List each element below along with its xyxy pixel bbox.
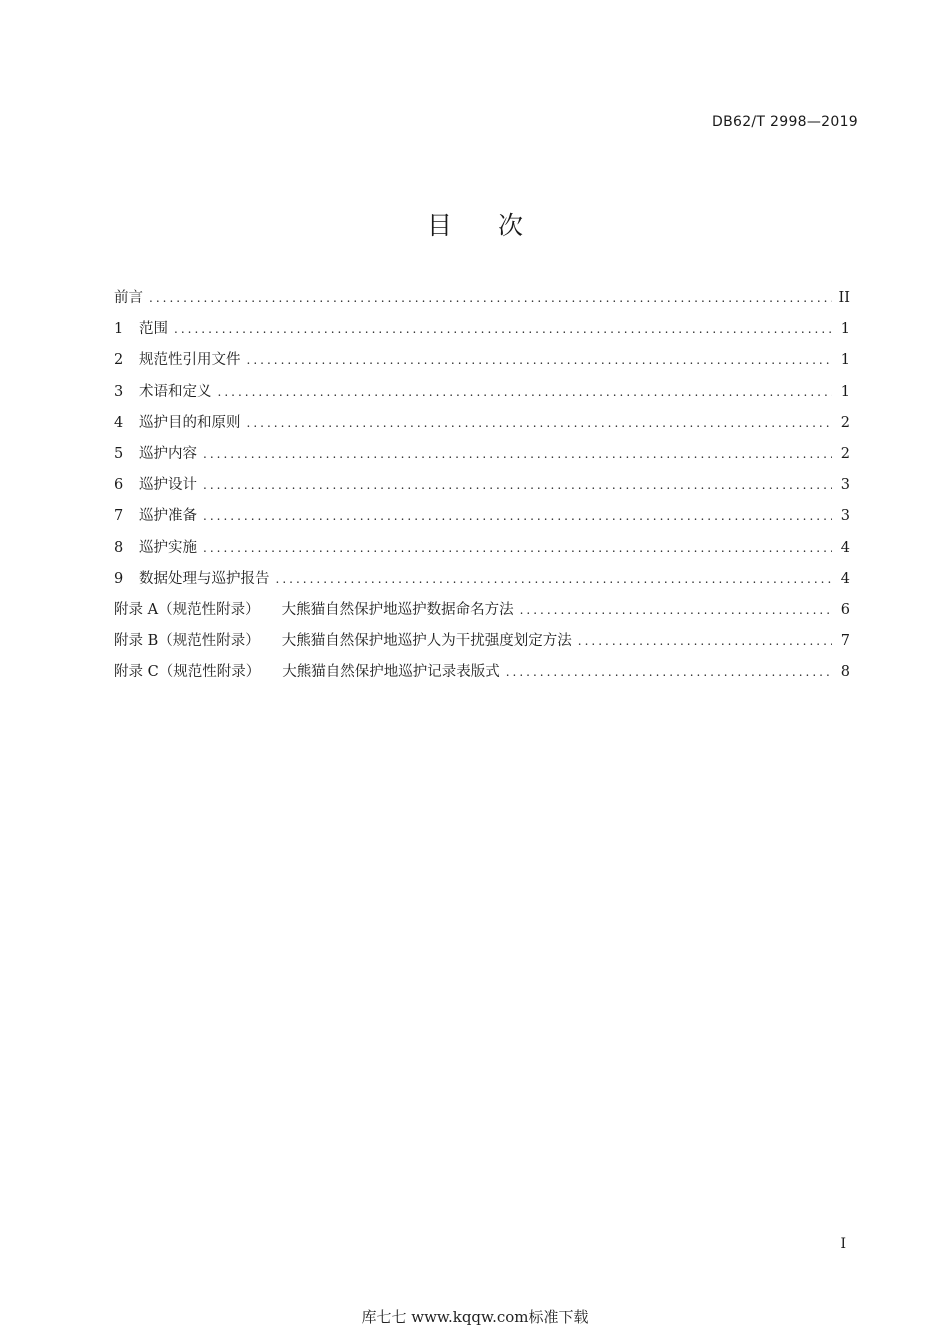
toc-leader-dots	[247, 348, 833, 372]
toc-entry-number: 9	[114, 570, 124, 587]
toc-entry-appendix-c[interactable]	[114, 660, 850, 691]
toc-entry-4[interactable]	[114, 411, 850, 442]
toc-leader-dots	[203, 504, 832, 528]
toc-entry-appendix-b[interactable]	[114, 629, 850, 660]
toc-entry-number: 7	[114, 508, 124, 525]
appendix-prefix: 附录 B（规范性附录）	[114, 633, 260, 650]
toc-entry-page: 7	[840, 633, 850, 650]
toc-entry-label: 巡护内容	[139, 445, 197, 462]
toc-entry-label: 前言	[114, 290, 143, 306]
toc-leader-dots	[203, 442, 832, 466]
toc-entry-page: 2	[840, 414, 850, 431]
toc-entry-page: 4	[840, 570, 850, 587]
toc-entry-page: 1	[840, 352, 850, 369]
toc-entry-page: 3	[840, 477, 850, 494]
toc-entry-label: 巡护目的和原则	[139, 414, 241, 431]
toc-entry-label: 大熊猫自然保护地巡护记录表版式	[282, 664, 500, 681]
appendix-prefix: 附录 C（规范性附录）	[114, 664, 261, 681]
toc-leader-dots	[149, 286, 832, 310]
toc-entry-number: 5	[114, 445, 124, 462]
toc-entry-number: 4	[114, 414, 124, 431]
toc-entry-label: 大熊猫自然保护地巡护人为干扰强度划定方法	[281, 633, 572, 650]
toc-entry-6[interactable]	[114, 473, 850, 504]
toc-title-char-2: 次	[498, 211, 524, 240]
toc-entry-number: 2	[114, 352, 124, 369]
toc-entry-label: 巡护实施	[139, 539, 197, 556]
toc-entry-3[interactable]	[114, 380, 850, 411]
toc-entry-appendix-a[interactable]	[114, 598, 850, 629]
toc-title-char-1: 目	[426, 211, 452, 240]
toc-leader-dots	[218, 380, 833, 404]
toc-leader-dots	[203, 473, 832, 497]
toc-entry-2[interactable]	[114, 348, 850, 379]
toc-title	[0, 206, 950, 242]
toc-leader-dots	[203, 536, 832, 560]
toc-entry-9[interactable]	[114, 567, 850, 598]
toc-entry-page: 4	[840, 539, 850, 556]
page-number: I	[840, 1236, 846, 1252]
toc-entry-label: 巡护准备	[139, 508, 197, 525]
toc-entry-number: 6	[114, 477, 124, 494]
toc-entry-label: 范围	[139, 321, 168, 338]
toc-entry-page: 2	[840, 445, 850, 462]
toc-entry-foreword[interactable]	[114, 286, 850, 317]
appendix-prefix: 附录 A（规范性附录）	[114, 601, 260, 618]
toc-leader-dots	[506, 660, 832, 684]
table-of-contents	[114, 286, 850, 691]
toc-entry-number: 1	[114, 321, 124, 338]
toc-entry-label: 巡护设计	[139, 477, 197, 494]
toc-entry-label: 术语和定义	[139, 383, 212, 400]
toc-entry-page: 1	[840, 321, 850, 338]
footer-watermark-text: 库七七 www.kqqw.com标准下载	[361, 1308, 589, 1326]
toc-entry-7[interactable]	[114, 504, 850, 535]
toc-entry-page: 1	[840, 383, 850, 400]
toc-entry-label: 数据处理与巡护报告	[139, 570, 270, 587]
toc-entry-1[interactable]	[114, 317, 850, 348]
toc-entry-number: 8	[114, 539, 124, 556]
toc-leader-dots	[276, 567, 833, 591]
toc-entry-page: 3	[840, 508, 850, 525]
toc-leader-dots	[578, 629, 832, 653]
toc-leader-dots	[520, 598, 832, 622]
toc-entry-page: II	[838, 290, 850, 306]
toc-entry-label: 大熊猫自然保护地巡护数据命名方法	[281, 601, 514, 618]
toc-entry-5[interactable]	[114, 442, 850, 473]
toc-entry-8[interactable]	[114, 536, 850, 567]
toc-entry-number: 3	[114, 383, 124, 400]
toc-entry-page: 8	[840, 664, 850, 681]
toc-leader-dots	[174, 317, 832, 341]
toc-leader-dots	[247, 411, 833, 435]
document-code: DB62/T 2998—2019	[712, 114, 858, 130]
toc-entry-page: 6	[840, 601, 850, 618]
toc-entry-label: 规范性引用文件	[139, 352, 241, 369]
